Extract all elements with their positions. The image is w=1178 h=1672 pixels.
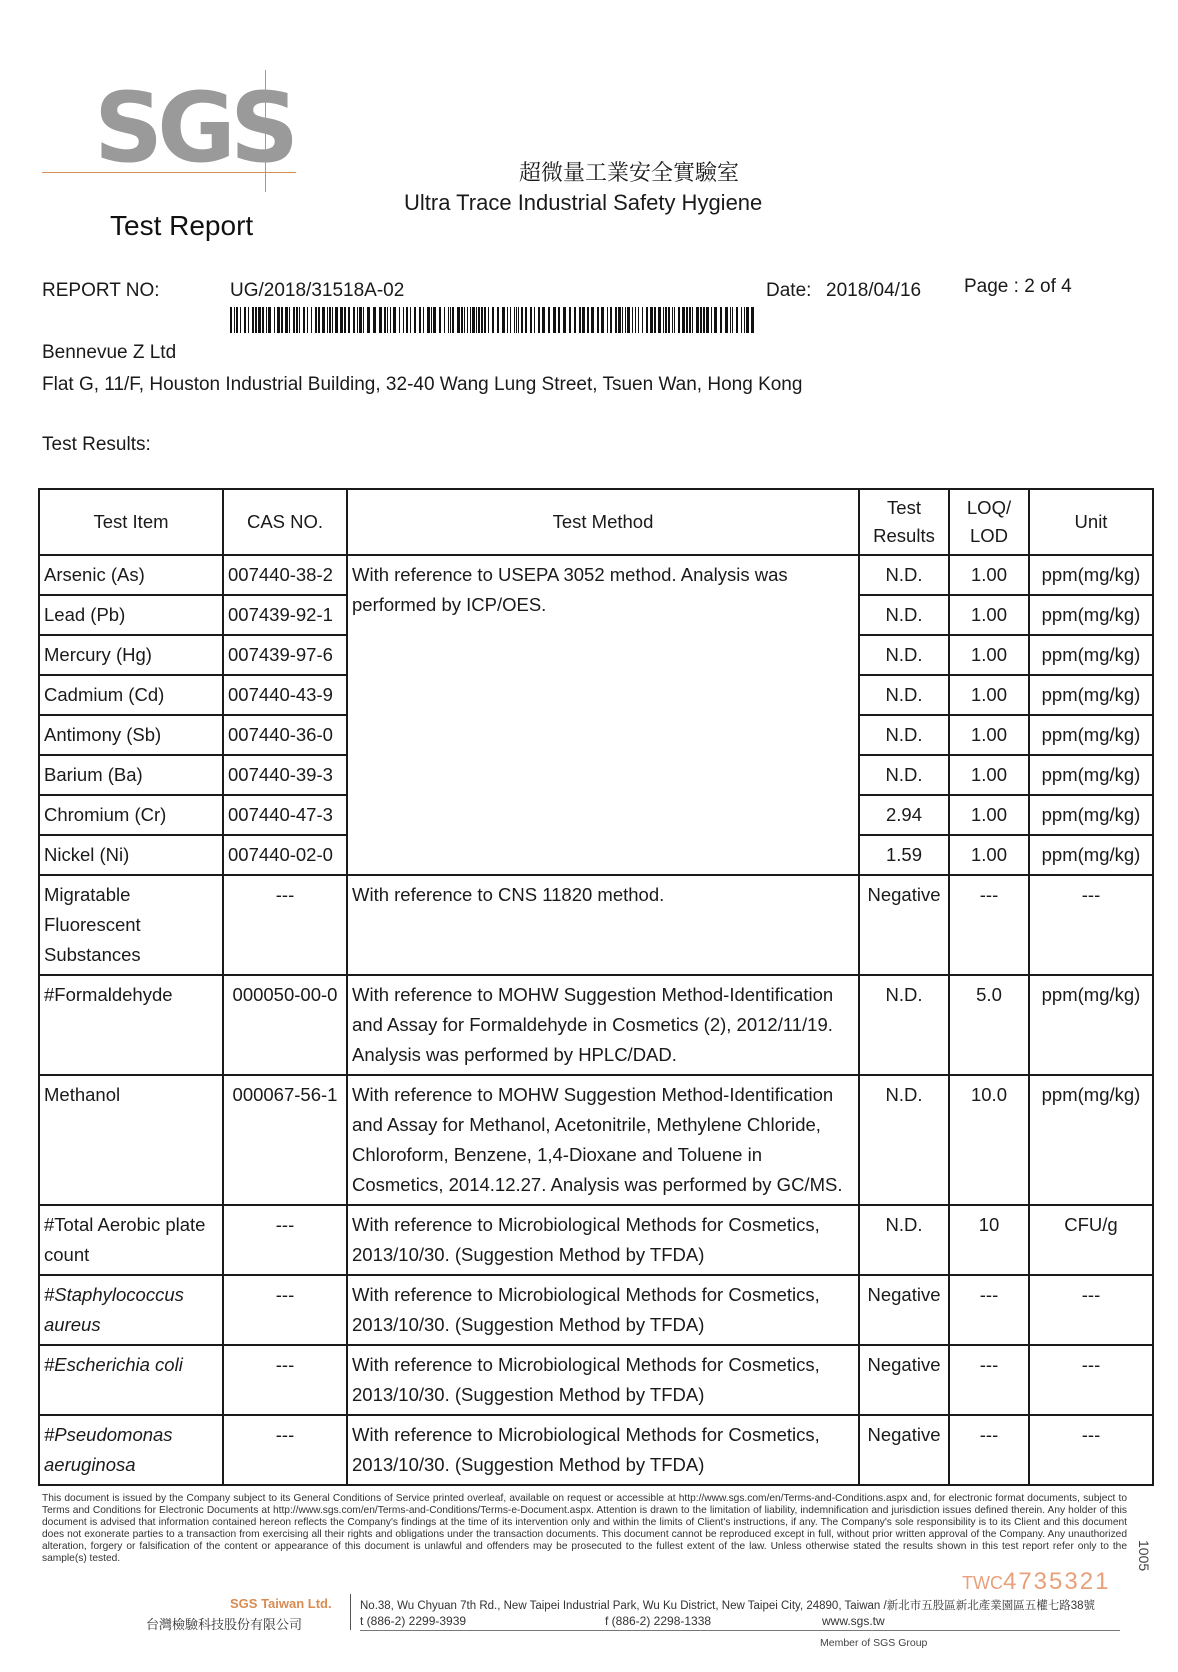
barcode-bar (322, 307, 325, 333)
barcode-bar (359, 307, 362, 333)
loq-lod-cell: --- (949, 1275, 1029, 1345)
barcode-bar (678, 307, 680, 333)
barcode-bar (303, 307, 305, 333)
barcode-bar (444, 307, 445, 333)
barcode-bar (514, 307, 515, 333)
test-item-cell: Mercury (Hg) (39, 635, 223, 675)
barcode-bar (574, 307, 576, 333)
barcode-bar (658, 307, 661, 333)
test-result-cell: Negative (859, 1415, 949, 1485)
footer-website: www.sgs.tw (822, 1614, 885, 1628)
header-results-line2: Results (873, 525, 935, 546)
barcode-bar (601, 307, 604, 333)
test-result-cell: 1.59 (859, 835, 949, 875)
loq-lod-cell: 10 (949, 1205, 1029, 1275)
barcode-bar (293, 307, 295, 333)
barcode-bar (563, 307, 566, 333)
loq-lod-cell: 1.00 (949, 715, 1029, 755)
barcode (230, 307, 756, 333)
barcode-bar (393, 307, 396, 333)
barcode-bar (299, 307, 300, 333)
unit-cell: ppm(mg/kg) (1029, 635, 1153, 675)
table-row (39, 1075, 1153, 1205)
barcode-bar (318, 307, 320, 333)
barcode-bar (277, 307, 280, 333)
header-results-line1: Test (887, 497, 921, 518)
barcode-bar (433, 307, 436, 333)
serial-stamp (962, 1568, 1110, 1596)
barcode-bar (348, 307, 350, 333)
barcode-bar (692, 307, 693, 333)
cas-no-cell: --- (223, 1275, 347, 1345)
cas-no-cell: 007440-38-2 (223, 555, 347, 595)
barcode-bar (230, 307, 232, 333)
barcode-bar (403, 307, 404, 333)
barcode-bar (367, 307, 370, 333)
date-label: Date: (766, 280, 812, 301)
barcode-bar (627, 307, 630, 333)
barcode-bar (268, 307, 271, 333)
unit-cell: ppm(mg/kg) (1029, 795, 1153, 835)
header-loq-lod (949, 489, 1029, 555)
report-date: 2018/04/16 (826, 280, 922, 301)
barcode-bar (622, 307, 623, 333)
loq-lod-cell: 1.00 (949, 595, 1029, 635)
cas-no-cell: --- (223, 875, 347, 975)
table-header-row (39, 489, 1153, 555)
barcode-bar (439, 307, 441, 333)
barcode-bar (427, 307, 430, 333)
test-item-cell: Methanol (39, 1075, 223, 1205)
test-item-cell: #Escherichia coli (39, 1345, 223, 1415)
loq-lod-cell: 1.00 (949, 795, 1029, 835)
cas-no-cell: 007439-92-1 (223, 595, 347, 635)
barcode-bar (569, 307, 571, 333)
header-test-method: Test Method (347, 489, 859, 555)
barcode-bar (236, 307, 238, 333)
loq-lod-cell: --- (949, 1415, 1029, 1485)
barcode-bar (654, 307, 656, 333)
barcode-bar (730, 307, 731, 333)
barcode-bar (632, 307, 633, 333)
barcode-bar (638, 307, 639, 333)
barcode-bar (615, 307, 617, 333)
barcode-bar (476, 307, 477, 333)
barcode-bar (274, 307, 275, 333)
cas-no-cell: 000067-56-1 (223, 1075, 347, 1205)
test-result-cell: Negative (859, 1345, 949, 1415)
barcode-bar (530, 307, 532, 333)
client-address: Flat G, 11/F, Houston Industrial Building, 32-40 Wang Lung Street, Tsuen Wan, Hong Kong (42, 374, 803, 395)
footer-rule (360, 1630, 1120, 1631)
barcode-bar (674, 307, 675, 333)
barcode-bar (518, 307, 519, 333)
barcode-bar (751, 307, 754, 333)
test-item-cell: Nickel (Ni) (39, 835, 223, 875)
barcode-bar (478, 307, 480, 333)
barcode-bar (387, 307, 388, 333)
barcode-bar (744, 307, 745, 333)
barcode-bar (538, 307, 540, 333)
header-cas-no: CAS NO. (223, 489, 347, 555)
unit-cell: ppm(mg/kg) (1029, 595, 1153, 635)
footer-divider (350, 1594, 351, 1630)
barcode-bar (258, 307, 261, 333)
test-result-cell: N.D. (859, 1075, 949, 1205)
loq-lod-cell: 1.00 (949, 755, 1029, 795)
table-row (39, 975, 1153, 1075)
barcode-bar (521, 307, 523, 333)
unit-cell: --- (1029, 1275, 1153, 1345)
table-row (39, 1275, 1153, 1345)
test-item-cell: Migratable Fluorescent Substances (39, 875, 223, 975)
barcode-bar (706, 307, 709, 333)
cas-no-cell: 007440-36-0 (223, 715, 347, 755)
unit-cell: --- (1029, 875, 1153, 975)
barcode-bar (244, 307, 246, 333)
barcode-bar (467, 307, 468, 333)
loq-lod-cell: 1.00 (949, 675, 1029, 715)
test-item-cell: #Pseudomonas aeruginosa (39, 1415, 223, 1485)
barcode-bar (419, 307, 421, 333)
client-name: Bennevue Z Ltd (42, 342, 177, 363)
loq-lod-cell: --- (949, 1345, 1029, 1415)
test-result-cell: N.D. (859, 555, 949, 595)
barcode-bar (248, 307, 249, 333)
barcode-bar (642, 307, 643, 333)
barcode-bar (686, 307, 688, 333)
barcode-bar (553, 307, 556, 333)
test-result-cell: 2.94 (859, 795, 949, 835)
cas-no-cell: --- (223, 1415, 347, 1485)
barcode-bar (625, 307, 626, 333)
test-method-cell: With reference to Microbiological Methods for Cosmetics, 2013/10/30. (Suggestion Method by TFDA) (347, 1275, 859, 1345)
test-item-cell: #Formaldehyde (39, 975, 223, 1075)
barcode-bar (410, 307, 411, 333)
test-result-cell: N.D. (859, 715, 949, 755)
barcode-bar (470, 307, 471, 333)
table-row (39, 875, 1153, 975)
barcode-bar (714, 307, 717, 333)
test-item-cell: Barium (Ba) (39, 755, 223, 795)
barcode-bar (525, 307, 527, 333)
barcode-bar (700, 307, 702, 333)
barcode-bar (507, 307, 508, 333)
barcode-bar (329, 307, 331, 333)
table-row (39, 555, 1153, 595)
barcode-bar (484, 307, 486, 333)
barcode-bar (296, 307, 298, 333)
loq-lod-cell: 10.0 (949, 1075, 1029, 1205)
loq-lod-cell: 1.00 (949, 835, 1029, 875)
barcode-bar (289, 307, 290, 333)
barcode-bar (725, 307, 728, 333)
barcode-bar (262, 307, 264, 333)
barcode-bar (746, 307, 749, 333)
barcode-bar (682, 307, 685, 333)
barcode-bar (689, 307, 691, 333)
header-test-item: Test Item (39, 489, 223, 555)
test-result-cell: N.D. (859, 975, 949, 1075)
barcode-bar (492, 307, 494, 333)
barcode-bar (548, 307, 550, 333)
unit-cell: ppm(mg/kg) (1029, 555, 1153, 595)
barcode-bar (510, 307, 511, 333)
loq-lod-cell: 5.0 (949, 975, 1029, 1075)
barcode-bar (311, 307, 312, 333)
test-results-label: Test Results: (42, 434, 151, 455)
barcode-bar (307, 307, 308, 333)
barcode-bar (591, 307, 594, 333)
table-row (39, 1345, 1153, 1415)
test-item-cell: #Total Aerobic plate count (39, 1205, 223, 1275)
barcode-bar (741, 307, 742, 333)
test-method-cell: With reference to USEPA 3052 method. Analysis was performed by ICP/OES. (347, 555, 859, 875)
unit-cell: ppm(mg/kg) (1029, 715, 1153, 755)
barcode-bar (736, 307, 738, 333)
test-result-cell: N.D. (859, 595, 949, 635)
barcode-bar (582, 307, 585, 333)
barcode-bar (281, 307, 283, 333)
barcode-bar (335, 307, 338, 333)
test-item-cell: Chromium (Cr) (39, 795, 223, 835)
test-item-cell: Cadmium (Cd) (39, 675, 223, 715)
barcode-bar (516, 307, 517, 333)
page-number: Page : 2 of 4 (964, 276, 1072, 297)
report-title: Test Report (110, 210, 254, 241)
footer-member: Member of SGS Group (820, 1637, 928, 1649)
barcode-bar (399, 307, 400, 333)
test-method-cell: With reference to MOHW Suggestion Method-Identification and Assay for Formaldehyde in Cosmetics (2), 2012/11/19. Analysis was performed by HPLC/DAD. (347, 975, 859, 1075)
test-method-cell: With reference to Microbiological Methods for Cosmetics, 2013/10/30. (Suggestion Method by TFDA) (347, 1345, 859, 1415)
side-serial: 1005 (1136, 1540, 1152, 1572)
barcode-bar (414, 307, 416, 333)
barcode-bar (379, 307, 382, 333)
cas-no-cell: 007440-39-3 (223, 755, 347, 795)
legal-disclaimer: This document is issued by the Company subject to its General Conditions of Service printed overleaf, available on request or accessible at http://www.sgs.com/en/Terms-and-Conditions.aspx and, for electronic format documents, subject to Terms and Conditions for Electronic Documents at http://www.sgs.com/en/Terms-and-Conditions/Terms-e-Document.aspx. Attention is drawn to the limitation of liability, indemnification and jurisdiction issues defined therein. Any holder of this document is advised that information contained hereon reflects the Company's findings at the time of its intervention only and within the limits of Client's instructions, if any. The Company's sole responsibility is to its Client and this document does not exonerate parties to a transaction from exercising all their rights and obligations under the transaction documents. This document cannot be reproduced except in full, without prior written approval of the Company. Any unauthorized alteration, forgery or falsification of the content or appearance of this document is unlawful and offenders may be prosecuted to the fullest extent of the law. Unless otherwise stated the results shown in this test report refer only to the sample(s) tested. (42, 1493, 1127, 1564)
barcode-bar (732, 307, 733, 333)
barcode-bar (472, 307, 475, 333)
barcode-bar (646, 307, 648, 333)
barcode-bar (285, 307, 288, 333)
test-result-cell: N.D. (859, 755, 949, 795)
barcode-bar (390, 307, 391, 333)
unit-cell: CFU/g (1029, 1205, 1153, 1275)
lab-name-en: Ultra Trace Industrial Safety Hygiene (404, 190, 763, 215)
barcode-bar (406, 307, 408, 333)
header-test-results (859, 489, 949, 555)
cas-no-cell: --- (223, 1205, 347, 1275)
lab-name-cn: 超微量工業安全實驗室 (518, 161, 739, 186)
header-loq-line2: LOD (969, 525, 1009, 546)
cas-no-cell: 007440-47-3 (223, 795, 347, 835)
barcode-bar (266, 307, 267, 333)
barcode-bar (340, 307, 343, 333)
barcode-bar (488, 307, 489, 333)
footer-tel: t (886-2) 2299-3939 (360, 1614, 467, 1628)
barcode-bar (703, 307, 705, 333)
barcode-bar (542, 307, 545, 333)
stamp-number: 4735321 (1002, 1568, 1111, 1595)
unit-cell: ppm(mg/kg) (1029, 1075, 1153, 1205)
header-loq-line1: LOQ/ (966, 497, 1012, 518)
barcode-bar (618, 307, 621, 333)
barcode-bar (431, 307, 432, 333)
barcode-bar (663, 307, 664, 333)
barcode-bar (357, 307, 358, 333)
barcode-bar (579, 307, 581, 333)
barcode-bar (635, 307, 636, 333)
test-method-cell: With reference to CNS 11820 method. (347, 875, 859, 975)
test-method-cell: With reference to Microbiological Methods for Cosmetics, 2013/10/30. (Suggestion Method by TFDA) (347, 1205, 859, 1275)
lab-name-cn-wrap (0, 156, 1178, 187)
barcode-bar (315, 307, 317, 333)
barcode-bar (464, 307, 465, 333)
barcode-bar (384, 307, 386, 333)
unit-cell: --- (1029, 1345, 1153, 1415)
barcode-bar (448, 307, 449, 333)
barcode-bar (327, 307, 328, 333)
cas-no-cell: 007439-97-6 (223, 635, 347, 675)
barcode-bar (502, 307, 505, 333)
barcode-bar (363, 307, 364, 333)
test-method-cell: With reference to MOHW Suggestion Method-Identification and Assay for Methanol, Acetonitrile, Methylene Chloride, Chloroform, Benzene, 1,4-Dioxane and Toluene in Cosmetics, 2014.12.27. Analysis was performed by GC/MS. (347, 1075, 859, 1205)
test-result-cell: Negative (859, 875, 949, 975)
barcode-bar (497, 307, 499, 333)
cas-no-cell: 007440-43-9 (223, 675, 347, 715)
loq-lod-cell: 1.00 (949, 555, 1029, 595)
barcode-bar (607, 307, 608, 333)
footer-fax: f (886-2) 2298-1338 (605, 1614, 712, 1628)
barcode-bar (344, 307, 346, 333)
barcode-bar (597, 307, 599, 333)
stamp-prefix: TWC (962, 1573, 1003, 1593)
table-row (39, 1205, 1153, 1275)
unit-cell: ppm(mg/kg) (1029, 755, 1153, 795)
barcode-bar (610, 307, 612, 333)
barcode-bar (665, 307, 667, 333)
results-table (38, 488, 1152, 1486)
cas-no-cell: 007440-02-0 (223, 835, 347, 875)
test-result-cell: N.D. (859, 1205, 949, 1275)
test-result-cell: Negative (859, 1275, 949, 1345)
barcode-bar (720, 307, 722, 333)
unit-cell: --- (1029, 1415, 1153, 1485)
report-no-label: REPORT NO: (42, 280, 160, 301)
barcode-bar (461, 307, 463, 333)
barcode-bar (373, 307, 376, 333)
test-item-cell: #Staphylococcus aureus (39, 1275, 223, 1345)
cas-no-cell: 000050-00-0 (223, 975, 347, 1075)
barcode-bar (558, 307, 560, 333)
loq-lod-cell: --- (949, 875, 1029, 975)
barcode-bar (668, 307, 670, 333)
table-row (39, 1415, 1153, 1485)
loq-lod-cell: 1.00 (949, 635, 1029, 675)
barcode-bar (672, 307, 673, 333)
test-item-cell: Lead (Pb) (39, 595, 223, 635)
unit-cell: ppm(mg/kg) (1029, 975, 1153, 1075)
barcode-bar (353, 307, 355, 333)
cas-no-cell: --- (223, 1345, 347, 1415)
barcode-bar (234, 307, 235, 333)
barcode-bar (452, 307, 454, 333)
barcode-bar (481, 307, 483, 333)
barcode-bar (252, 307, 254, 333)
footer-address: No.38, Wu Chyuan 7th Rd., New Taipei Industrial Park, Wu Ku District, New Taipei City, 24890, Taiwan /新北市五股區新北產業園區五權七路38號 (360, 1600, 1095, 1612)
barcode-bar (650, 307, 653, 333)
barcode-bar (696, 307, 699, 333)
barcode-bar (587, 307, 589, 333)
barcode-bar (457, 307, 460, 333)
unit-cell: ppm(mg/kg) (1029, 675, 1153, 715)
report-no: UG/2018/31518A-02 (230, 280, 405, 301)
barcode-bar (450, 307, 451, 333)
barcode-bar (423, 307, 424, 333)
barcode-bar (255, 307, 257, 333)
header-unit: Unit (1029, 489, 1153, 555)
test-result-cell: N.D. (859, 675, 949, 715)
barcode-bar (534, 307, 535, 333)
sgs-logo: SGS (94, 72, 294, 184)
test-method-cell: With reference to Microbiological Methods for Cosmetics, 2013/10/30. (Suggestion Method by TFDA) (347, 1415, 859, 1485)
barcode-bar (332, 307, 333, 333)
footer-company-cn: 台灣檢驗科技股份有限公司 (146, 1618, 303, 1633)
barcode-bar (711, 307, 712, 333)
unit-cell: ppm(mg/kg) (1029, 835, 1153, 875)
footer-company-en: SGS Taiwan Ltd. (230, 1596, 332, 1611)
test-result-cell: N.D. (859, 635, 949, 675)
test-item-cell: Antimony (Sb) (39, 715, 223, 755)
barcode-bar (240, 307, 241, 333)
test-item-cell: Arsenic (As) (39, 555, 223, 595)
